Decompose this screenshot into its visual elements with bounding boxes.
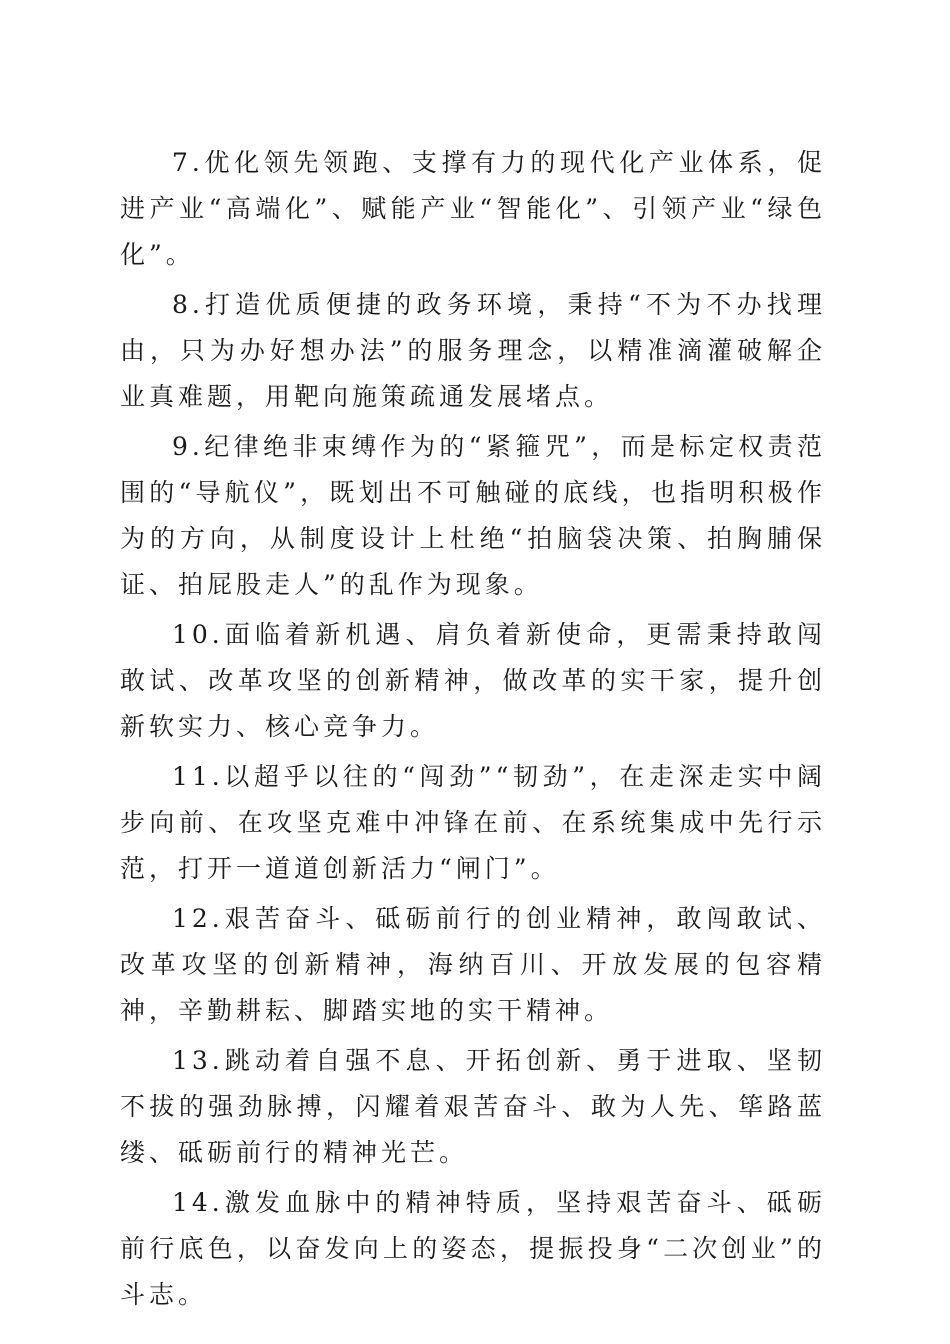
paragraph-7: 7.优化领先领跑、支撑有力的现代化产业体系，促进产业“高端化”、赋能产业“智能化”、引领产业“绿色化”。 — [120, 148, 826, 269]
paragraph-8: 8.打造优质便捷的政务环境，秉持“不为不办找理由，只为办好想办法”的服务理念，以精准滴灌破解企业真难题，用靶向施策疏通发展堵点。 — [120, 290, 826, 411]
paragraph-13: 13.跳动着自强不息、开拓创新、勇于进取、坚韧不拔的强劲脉搏，闪耀着艰苦奋斗、敢为人先、筚路蓝缕、砥砺前行的精神光芒。 — [120, 1046, 826, 1167]
paragraph-9: 9.纪律绝非束缚作为的“紧箍咒”，而是标定权责范围的“导航仪”，既划出不可触碰的底线，也指明积极作为的方向，从制度设计上杜绝“拍脑袋决策、拍胸脯保证、拍屁股走人”的乱作为现象。 — [120, 432, 826, 599]
paragraph-10: 10.面临着新机遇、肩负着新使命，更需秉持敢闯敢试、改革攻坚的创新精神，做改革的实干家，提升创新软实力、核心竞争力。 — [120, 620, 826, 741]
paragraph-11: 11.以超乎以往的“闯劲”“韧劲”，在走深走实中阔步向前、在攻坚克难中冲锋在前、在系统集成中先行示范，打开一道道创新活力“闸门”。 — [120, 762, 826, 883]
paragraph-12: 12.艰苦奋斗、砥砺前行的创业精神，敢闯敢试、改革攻坚的创新精神，海纳百川、开放发展的包容精神，辛勤耕耘、脚踏实地的实干精神。 — [120, 904, 826, 1025]
paragraph-14: 14.激发血脉中的精神特质，坚持艰苦奋斗、砥砺前行底色，以奋发向上的姿态，提振投身“二次创业”的斗志。 — [120, 1188, 826, 1309]
document-body — [120, 140, 826, 1322]
